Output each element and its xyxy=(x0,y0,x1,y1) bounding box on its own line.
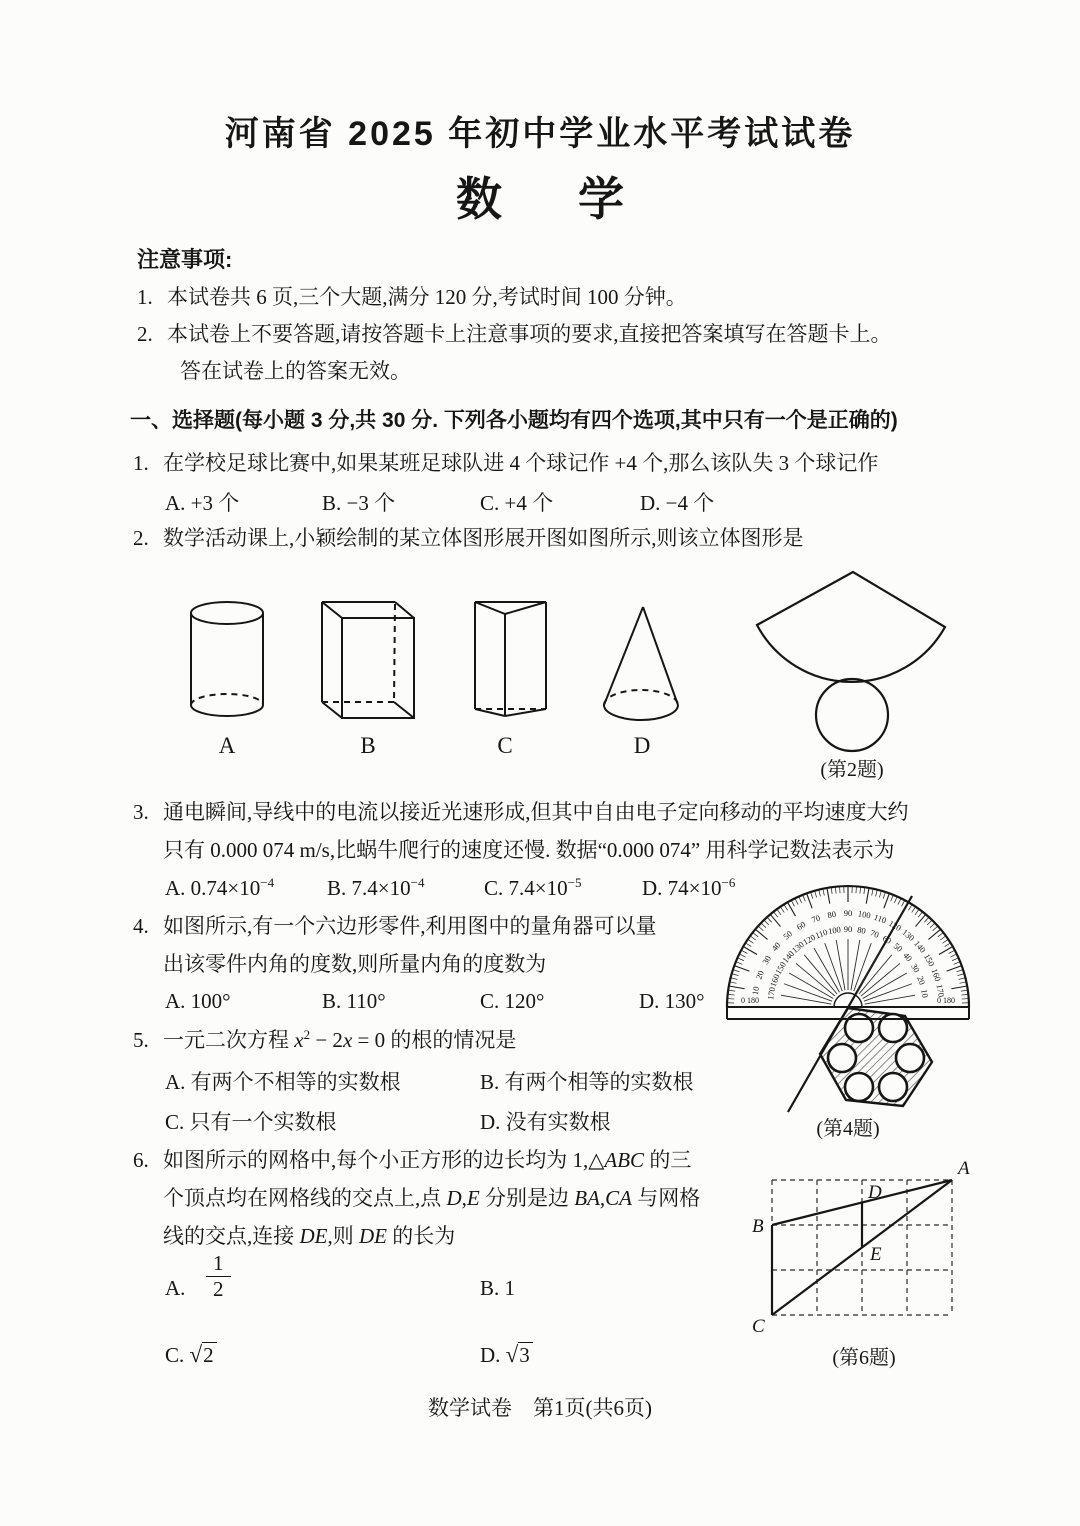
svg-text:170: 170 xyxy=(765,986,778,1001)
svg-text:110: 110 xyxy=(872,911,888,926)
svg-text:90: 90 xyxy=(843,923,853,934)
notice-1-text: 本试卷共 6 页,三个大题,满分 120 分,考试时间 100 分钟。 xyxy=(167,285,687,309)
q4-option-a: A. 100° xyxy=(165,989,231,1013)
svg-text:50: 50 xyxy=(891,940,905,954)
q2-figure-caption: (第2题) xyxy=(820,759,884,781)
svg-text:50: 50 xyxy=(781,928,795,942)
subject-char-2: 学 xyxy=(578,173,624,225)
svg-text:40: 40 xyxy=(901,950,915,964)
svg-text:10: 10 xyxy=(749,985,762,996)
q6-option-b: B. 1 xyxy=(480,1276,516,1300)
svg-text:160: 160 xyxy=(929,967,944,983)
section-label: 一、选择题 xyxy=(130,409,235,432)
svg-text:70: 70 xyxy=(810,912,822,925)
svg-text:60: 60 xyxy=(794,919,808,933)
svg-text:150: 150 xyxy=(772,959,788,976)
notice-item-2-cont: 答在试卷上的答案无效。 xyxy=(180,359,411,383)
q5-stem xyxy=(133,1027,516,1053)
q6-text-1: 如图所示的网格中,每个小正方形的边长均为 1,△ABC 的三 xyxy=(163,1148,692,1172)
fraction-denominator: 2 xyxy=(213,1277,224,1302)
svg-text:90: 90 xyxy=(843,907,853,918)
point-label-d: D xyxy=(868,1182,882,1203)
svg-text:150: 150 xyxy=(921,951,937,968)
svg-text:80: 80 xyxy=(856,924,867,936)
q5-option-d: D. 没有实数根 xyxy=(480,1110,611,1134)
svg-text:140: 140 xyxy=(780,948,797,965)
q4-figure-caption: (第4题) xyxy=(816,1118,880,1140)
svg-text:120: 120 xyxy=(800,931,817,947)
svg-text:120: 120 xyxy=(887,918,904,934)
q2-label-c: C xyxy=(497,733,513,758)
q3-option-a: A. $0.74\times 10^{-4}$ xyxy=(165,875,275,900)
svg-text:130: 130 xyxy=(900,927,917,943)
q5-option-a: A. 有两个不相等的实数根 xyxy=(165,1070,401,1094)
q6-option-a-label: A. xyxy=(165,1276,186,1300)
q6-option-a-fraction xyxy=(206,1252,231,1301)
q4-stem-line2: 出该零件内角的度数,则所量内角的度数为 xyxy=(163,952,547,976)
svg-text:160: 160 xyxy=(767,972,782,989)
subject-char-1: 数 xyxy=(456,173,502,225)
cylinder-shape xyxy=(191,602,263,716)
q2-label-b: B xyxy=(360,733,376,758)
svg-text:30: 30 xyxy=(909,961,923,975)
q4-text-1: 如图所示,有一个六边形零件,利用图中的量角器可以量 xyxy=(163,914,657,938)
q1-number: 1. xyxy=(133,451,149,475)
radical-sign: √ xyxy=(505,1342,519,1367)
svg-text:60: 60 xyxy=(880,932,894,946)
protractor-scale xyxy=(727,886,969,1007)
triangular-prism-shape xyxy=(475,602,546,716)
notice-2-text: 本试卷上不要答题,请按答题卡上注意事项的要求,直接把答案填写在答题卡上。 xyxy=(167,322,892,346)
cone-shape xyxy=(604,607,678,720)
svg-text:100: 100 xyxy=(857,908,872,921)
q2-label-d: D xyxy=(633,733,651,758)
q1-stem xyxy=(133,450,878,476)
q1-option-a: A. +3 个 xyxy=(165,491,240,515)
svg-text:170: 170 xyxy=(934,983,947,998)
q3-number: 3. xyxy=(133,800,149,824)
q2-number: 2. xyxy=(133,526,149,550)
q5-options-row2 xyxy=(0,1106,1080,1134)
fraction-numerator: 1 xyxy=(206,1252,231,1277)
notice-2-number: 2. xyxy=(137,322,153,346)
q3-option-b: B. $7.4\times 10^{-4}$ xyxy=(327,875,425,900)
q2-stem xyxy=(133,525,804,551)
subject-title xyxy=(0,163,1080,229)
q6-option-c: C. √2 xyxy=(165,1342,217,1368)
q4-option-c: C. 120° xyxy=(480,989,545,1013)
q4-option-b: B. 110° xyxy=(322,989,386,1013)
q6-stem-line1 xyxy=(133,1147,691,1173)
svg-text:80: 80 xyxy=(826,908,837,921)
q5-options-row1 xyxy=(0,1066,1080,1094)
protractor-end-right: 0 180 xyxy=(937,996,955,1005)
q5-text: 一元二次方程 $x^2 - 2x = 0$ 的根的情况是 xyxy=(163,1027,517,1052)
svg-text:20: 20 xyxy=(753,969,766,981)
q6-option-d: D. √3 xyxy=(480,1342,533,1368)
svg-text:20: 20 xyxy=(915,974,928,987)
q1-option-d: D. −4 个 xyxy=(640,491,715,515)
cone-net-shape xyxy=(757,572,945,751)
point-label-a: A xyxy=(958,1158,970,1179)
q3-option-d: D. $74\times 10^{-6}$ xyxy=(642,875,736,900)
q3-text-1: 通电瞬间,导线中的电流以接近光速形成,但其中自由电子定向移动的平均速度大约 xyxy=(163,800,909,824)
q1-options xyxy=(0,487,1080,515)
q6-number: 6. xyxy=(133,1148,149,1172)
notice-1-number: 1. xyxy=(137,285,153,309)
protractor-end-left: 0 180 xyxy=(741,996,759,1005)
q4-option-d: D. 130° xyxy=(639,989,705,1013)
q3-stem-line2: 只有 0.000 074 m/s,比蜗牛爬行的速度还慢. 数据“0.000 074” 用科学记数法表示为 xyxy=(163,838,895,862)
q3-stem-line1 xyxy=(133,799,909,825)
point-label-b: B xyxy=(752,1216,764,1237)
notice-heading: 注意事项: xyxy=(137,247,233,272)
q4-stem-line1 xyxy=(133,913,657,939)
q5-number: 5. xyxy=(133,1028,149,1052)
section-heading xyxy=(130,407,898,434)
q1-option-c: C. +4 个 xyxy=(480,491,554,515)
svg-text:100: 100 xyxy=(827,924,842,937)
q5-option-b: B. 有两个相等的实数根 xyxy=(480,1070,694,1094)
notice-item-2 xyxy=(137,321,892,347)
point-label-e: E xyxy=(870,1244,882,1265)
section-paren: (每小题 3 分,共 30 分. 下列各小题均有四个选项,其中只有一个是正确的) xyxy=(235,409,898,432)
svg-text:30: 30 xyxy=(760,953,774,967)
page-footer: 数学试卷 第1页(共6页) xyxy=(428,1396,652,1420)
point-label-c: C xyxy=(752,1316,765,1337)
svg-text:10: 10 xyxy=(919,988,931,999)
q5-option-c: C. 只有一个实数根 xyxy=(165,1110,337,1134)
q1-text: 在学校足球比赛中,如果某班足球队进 4 个球记作 +4 个,那么该队失 3 个球记作 xyxy=(163,451,879,475)
svg-text:110: 110 xyxy=(813,926,829,941)
q3-option-c: C. $7.4\times 10^{-5}$ xyxy=(484,875,582,900)
q1-option-b: B. −3 个 xyxy=(322,491,396,515)
svg-text:140: 140 xyxy=(912,938,928,955)
notice-item-1 xyxy=(137,284,687,310)
page-title: 河南省 2025 年初中学业水平考试试卷 xyxy=(224,115,856,153)
q2-figure-solids xyxy=(165,558,995,792)
svg-text:70: 70 xyxy=(868,927,881,940)
q6-stem-line2: 个顶点均在网格线的交点上,点 D,E 分别是边 BA,CA 与网格 xyxy=(163,1186,701,1210)
q4-number: 4. xyxy=(133,914,149,938)
q6-stem-line3: 线的交点,连接 DE,则 DE 的长为 xyxy=(163,1224,456,1248)
svg-text:130: 130 xyxy=(789,939,806,956)
q2-label-a: A xyxy=(218,733,236,758)
cuboid-shape xyxy=(322,602,414,718)
q6-figure-caption: (第6题) xyxy=(832,1347,896,1369)
q6-figure-grid xyxy=(742,1152,990,1380)
svg-text:40: 40 xyxy=(769,940,783,954)
radical-sign: √ xyxy=(189,1342,203,1367)
q2-text: 数学活动课上,小颖绘制的某立体图形展开图如图所示,则该立体图形是 xyxy=(163,526,804,550)
